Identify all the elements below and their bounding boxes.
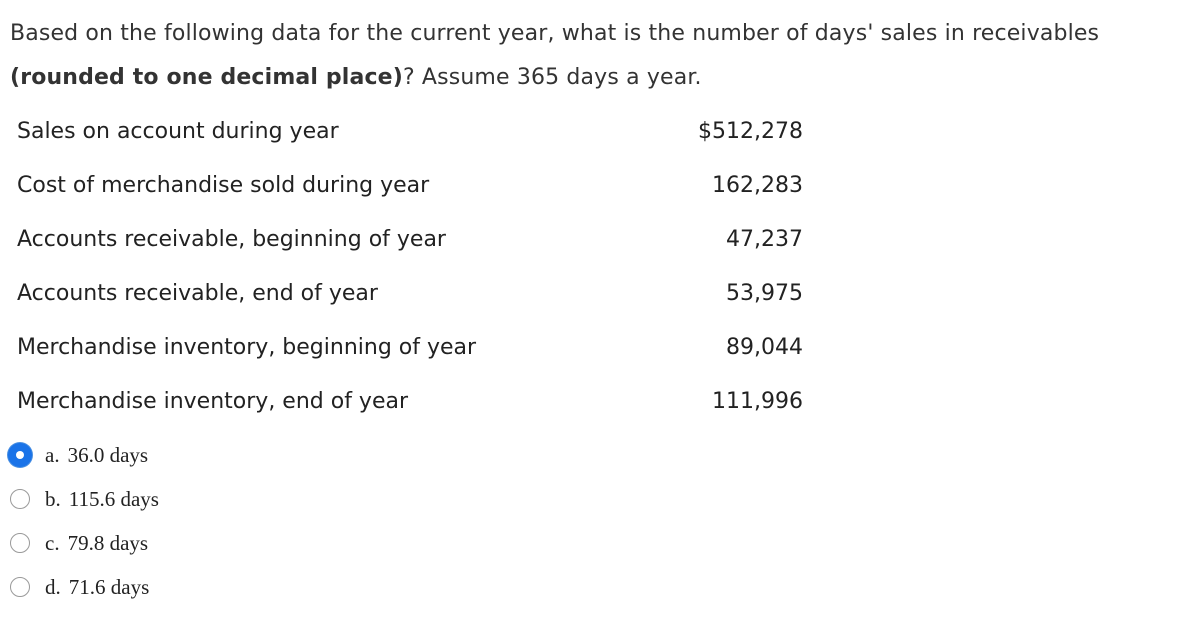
radio-button-a[interactable]: [8, 443, 32, 467]
radio-button-b[interactable]: [10, 489, 30, 509]
table-row: [17, 266, 807, 320]
option-d[interactable]: [10, 565, 159, 609]
question-text: [10, 12, 1195, 100]
option-b[interactable]: [10, 477, 159, 521]
option-a[interactable]: [10, 433, 159, 477]
option-label[interactable]: 36.0 days: [67, 442, 149, 467]
row-value: 89,044: [726, 334, 803, 360]
row-label: Accounts receivable, beginning of year: [17, 226, 446, 252]
option-label[interactable]: 115.6 days: [68, 486, 159, 511]
row-value: 47,237: [726, 226, 803, 252]
row-label: Merchandise inventory, beginning of year: [17, 334, 477, 360]
radio-button-c[interactable]: [10, 533, 30, 553]
option-letter: c.: [45, 530, 60, 555]
row-value: $512,278: [698, 118, 803, 144]
row-value: 162,283: [712, 172, 803, 198]
radio-button-d[interactable]: [10, 577, 30, 597]
row-value: 111,996: [712, 388, 803, 414]
question-part1: Based on the following data for the current year, what is the number of days' sales in receivables: [10, 21, 1100, 46]
data-table: [17, 104, 807, 428]
question-part2: ? Assume 365 days a year.: [402, 65, 702, 90]
option-letter: b.: [45, 486, 61, 511]
table-row: [17, 374, 807, 428]
row-label: Accounts receivable, end of year: [17, 280, 378, 306]
row-label: Cost of merchandise sold during year: [17, 172, 430, 198]
option-label[interactable]: 71.6 days: [68, 574, 150, 599]
row-value: 53,975: [726, 280, 803, 306]
option-label[interactable]: 79.8 days: [67, 530, 149, 555]
row-label: Sales on account during year: [17, 118, 339, 144]
table-row: [17, 212, 807, 266]
table-row: [17, 104, 807, 158]
option-c[interactable]: [10, 521, 159, 565]
answer-options: [10, 433, 159, 609]
question-emphasis: (rounded to one decimal place): [10, 65, 403, 90]
option-letter: d.: [45, 574, 61, 599]
table-row: [17, 320, 807, 374]
row-label: Merchandise inventory, end of year: [17, 388, 409, 414]
table-row: [17, 158, 807, 212]
option-letter: a.: [45, 442, 60, 467]
